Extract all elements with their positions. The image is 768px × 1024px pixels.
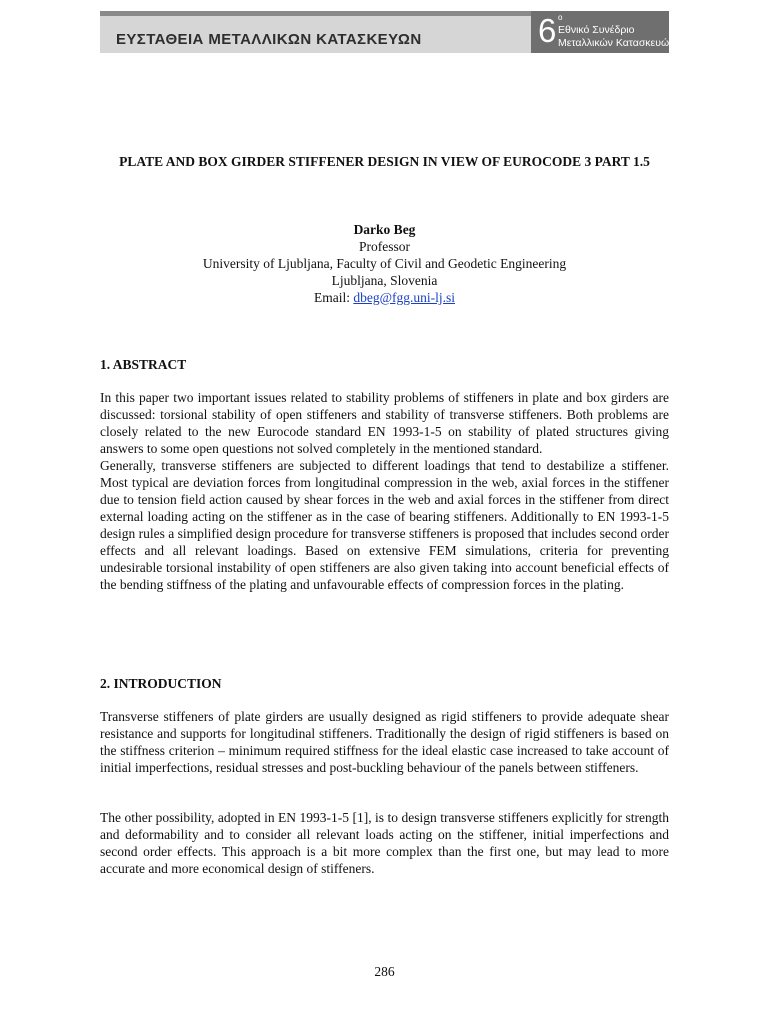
conference-logo (531, 11, 675, 53)
author-email-line (100, 289, 669, 306)
email-link[interactable]: dbeg@fgg.uni-lj.si (353, 290, 456, 305)
running-header-title: ΕΥΣΤΑΘΕΙΑ ΜΕΤΑΛΛΙΚΩΝ ΚΑΤΑΣΚΕΥΩΝ (116, 31, 422, 48)
abstract-paragraph-1: In this paper two important issues related to stability problems of stiffeners in plate and box girders are discussed: torsional stability of open stiffeners and stability of transverse stiffeners. Both problems are closely related to the new Eurocode standard EN 1993-1-5 on stability of plated structures giving answers to some open questions not solved completely in the mentioned standard. (100, 390, 669, 456)
introduction-paragraph-2: The other possibility, adopted in EN 1993-1-5 [1], is to design transverse stiffeners explicitly for strength and deformability and to consider all relevant loads acting on the stiffener, initial imperfections and second order effects. This approach is a bit more complex than the first one, but may lead to more accurate and more economical design of stiffeners. (100, 810, 669, 876)
logo-superscript: ο (558, 13, 563, 22)
author-block (100, 221, 669, 306)
page-number: 286 (374, 964, 395, 979)
abstract-paragraph-2: Generally, transverse stiffeners are subjected to different loadings that tend to destabilize a stiffener. Most typical are deviation forces from longitudinal compression in the web, axial forces in the stiffener due to tension field action caused by shear forces in the web and axial forces in the stiffener from direct external loading acting on the stiffener as in the case of bearing stiffeners. Additionally to EN 1993-1-5 design rules a simplified design procedure for transverse stiffeners is proposed that includes second order effects and all relevant loadings. Based on extensive FEM simulations, criteria for preventing undesirable torsional instability of open stiffeners are also given taking into account beneficial effects of the bending stiffness of the plating and unfavourable effects of compression forces in the plating. (100, 458, 669, 592)
logo-number: 6 (538, 12, 557, 49)
running-header (100, 11, 675, 53)
author-location: Ljubljana, Slovenia (331, 273, 438, 288)
author-position: Professor (359, 239, 410, 254)
author-affiliation: University of Ljubljana, Faculty of Civil and Geodetic Engineering (202, 256, 567, 271)
introduction-paragraph-1: Transverse stiffeners of plate girders are usually designed as rigid stiffeners to provide adequate shear resistance and supports for longitudinal stiffeners. Traditionally the design of rigid stiffeners is based on the stiffness criterion – minimum required stiffness for the ideal elastic case increased to take account of initial imperfections, residual stresses and post-buckling behaviour of the panels between stiffeners. (100, 709, 669, 775)
paper-title: PLATE AND BOX GIRDER STIFFENER DESIGN IN VIEW OF EUROCODE 3 PART 1.5 (119, 154, 650, 169)
email-label: Email: (313, 290, 350, 305)
introduction-heading: 2. INTRODUCTION (100, 676, 222, 691)
author-name: Darko Beg (353, 222, 416, 237)
logo-text-line2: Μεταλλικών Κατασκευών (558, 37, 675, 49)
abstract-body (100, 389, 669, 593)
logo-text-line1: Εθνικό Συνέδριο (558, 24, 635, 36)
abstract-heading: 1. ABSTRACT (100, 357, 187, 372)
